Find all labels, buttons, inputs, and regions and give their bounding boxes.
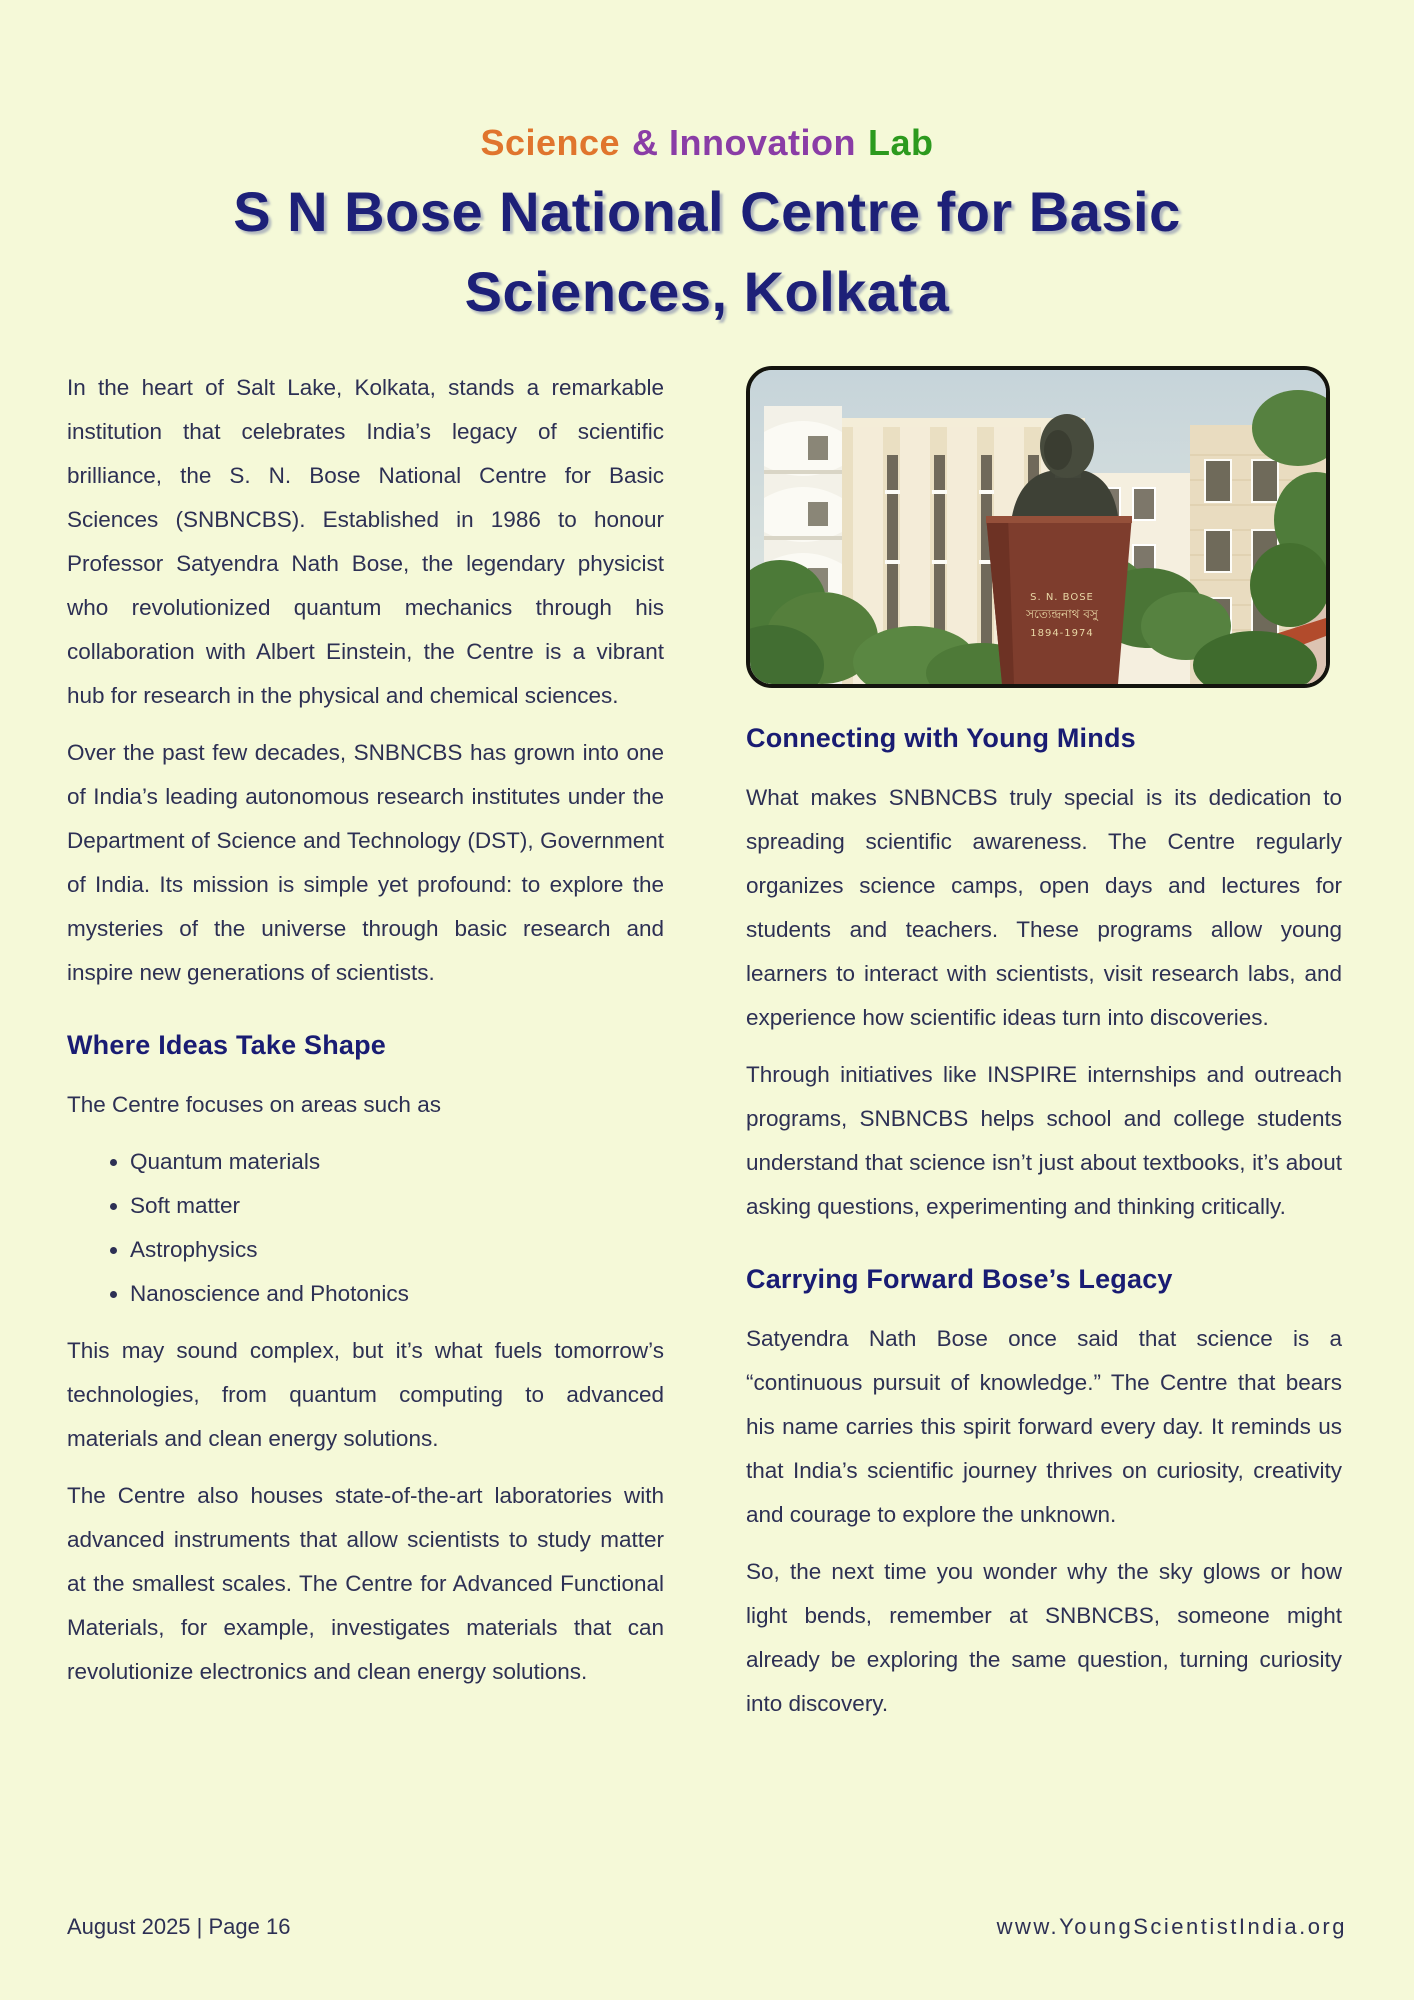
paragraph-inspire: Through initiatives like INSPIRE internships and outreach programs, SNBNCBS helps school and college students understand that science isn’t just about textbooks, it’s about asking questions, experimenting and thinking critically. — [746, 1062, 1342, 1219]
list-item: • Nanoscience and Photonics — [130, 1272, 664, 1316]
paragraph-focus-areas: The Centre focuses on areas such as — [67, 1092, 441, 1117]
paragraph-laboratories: The Centre also houses state-of-the-art laboratories with advanced instruments that allow scientists to study matter at the smallest scales. The Centre for Advanced Functional Materials, for example, investigates materials that can revolutionize electronics and clean energy solutions. — [67, 1483, 664, 1684]
paragraph-growth: Over the past few decades, SNBNCBS has grown into one of India’s leading autonomous research institutes under the Department of Science and Technology (DST), Government of India. Its mission is simple yet profound: to explore the mysteries of the universe through basic research and inspire new generations of scientists. — [67, 740, 664, 985]
paragraph-outreach: What makes SNBNCBS truly special is its dedication to spreading scientific awareness. The Centre regularly organizes science camps, open days and lectures for students and teachers. These programs allow young learners to interact with scientists, visit research labs, and experience how scientific ideas turn into discoveries. — [746, 785, 1342, 1030]
list-item: • Quantum materials — [130, 1140, 664, 1184]
magazine-brand — [0, 122, 1414, 164]
right-column — [746, 366, 1342, 1739]
paragraph-closing: So, the next time you wonder why the sky glows or how light bends, remember at SNBNCBS, someone might already be exploring the same question, turning curiosity into discovery. — [746, 1559, 1342, 1716]
paragraph-technologies: This may sound complex, but it’s what fuels tomorrow’s technologies, from quantum computing to advanced materials and clean energy solutions. — [67, 1338, 664, 1451]
section-heading-legacy: Carrying Forward Bose’s Legacy — [746, 1264, 1173, 1294]
brand-lab: Lab — [868, 122, 934, 163]
paragraph-intro: In the heart of Salt Lake, Kolkata, stands a remarkable institution that celebrates India’s legacy of scientific brilliance, the S. N. Bose National Centre for Basic Sciences (SNBNCBS). Established in 1986 to honour Professor Satyendra Nath Bose, the legendary physicist who revolutionized quantum mechanics through his collaboration with Albert Einstein, the Centre is a vibrant hub for research in the physical and chemical sciences. — [67, 375, 664, 708]
pedestal-inscription-bengali: সত্যেন্দ্রনাথ বসু — [1026, 607, 1098, 621]
pedestal-inscription-years: 1894-1974 — [1030, 628, 1094, 639]
brand-innovation: & Innovation — [632, 122, 857, 163]
list-item: • Soft matter — [130, 1184, 664, 1228]
section-heading-ideas: Where Ideas Take Shape — [67, 1030, 387, 1060]
page-title: S N Bose National Centre for Basic Sciences, Kolkata — [233, 180, 1181, 323]
pedestal-inscription-name: S. N. BOSE — [1030, 592, 1094, 603]
campus-photo — [746, 366, 1330, 688]
focus-areas-list — [67, 1140, 664, 1316]
list-item: • Astrophysics — [130, 1228, 664, 1272]
paragraph-legacy: Satyendra Nath Bose once said that science is a “continuous pursuit of knowledge.” The Centre that bears his name carries this spirit forward every day. It reminds us that India’s scientific journey thrives on curiosity, creativity and courage to explore the unknown. — [746, 1326, 1342, 1527]
left-column — [67, 366, 664, 1707]
section-heading-young-minds: Connecting with Young Minds — [746, 723, 1136, 753]
footer-issue-page: August 2025 | Page 16 — [67, 1914, 291, 1939]
brand-science: Science — [480, 122, 621, 163]
footer-website-url: www.YoungScientistIndia.org — [996, 1914, 1347, 1939]
